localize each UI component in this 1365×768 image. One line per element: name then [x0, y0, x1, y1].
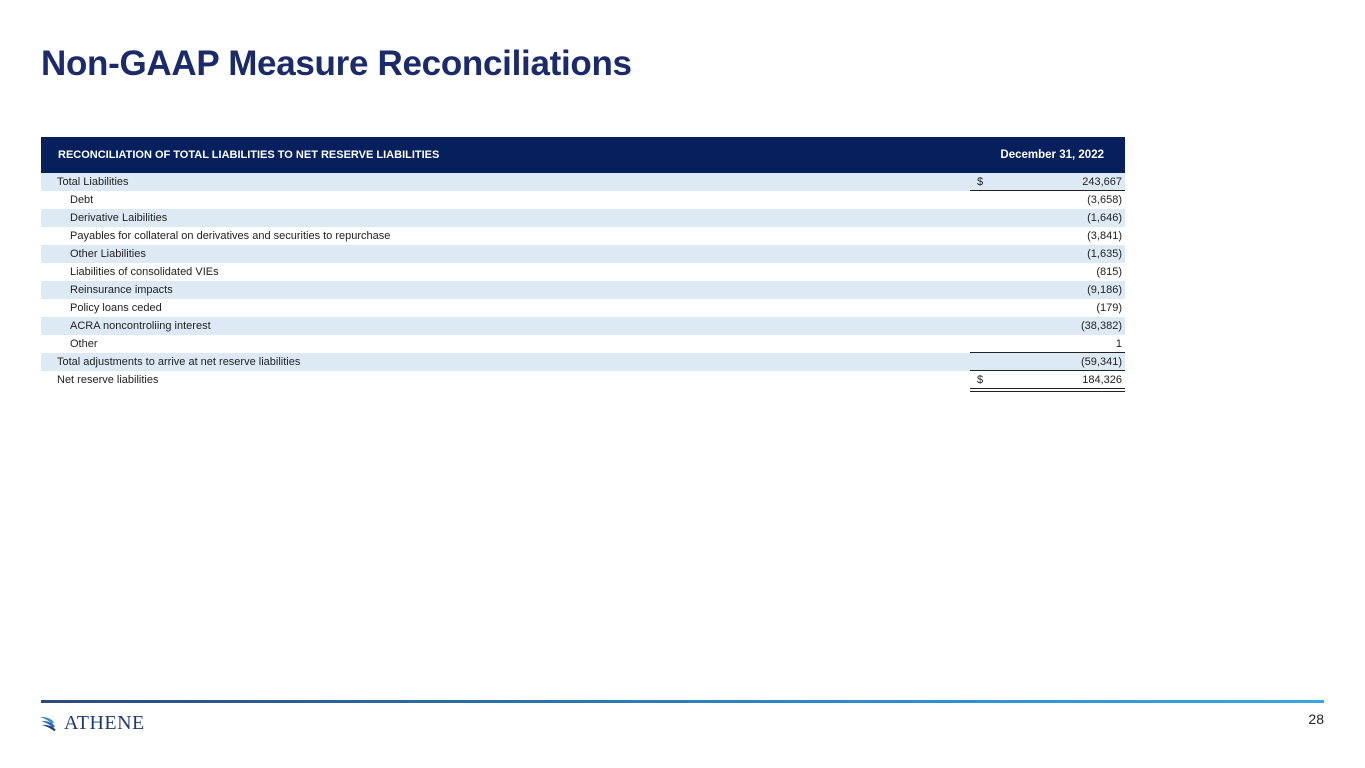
row-label: Total adjustments to arrive at net reserve liabilities — [57, 356, 301, 368]
reconciliation-table — [41, 137, 1125, 389]
row-value: (1,646) — [1087, 212, 1122, 224]
row-label: Total Liabilities — [57, 176, 129, 188]
table-row — [41, 227, 1125, 245]
row-label: Other Liabilities — [70, 248, 146, 260]
row-label: Derivative Laibilities — [70, 212, 168, 224]
currency-symbol: $ — [977, 176, 984, 188]
table-row — [41, 353, 1125, 371]
row-value: (3,658) — [1087, 194, 1122, 206]
double-underline — [970, 388, 1125, 392]
athene-logo — [40, 712, 145, 734]
row-label: Other — [70, 338, 98, 350]
row-value: 243,667 — [1082, 176, 1122, 188]
footer-divider — [41, 700, 1324, 703]
row-value: (38,382) — [1081, 320, 1122, 332]
athene-swoosh-icon — [40, 715, 62, 731]
table-row — [41, 299, 1125, 317]
table-row — [41, 209, 1125, 227]
table-header — [41, 137, 1125, 173]
row-value: (179) — [1096, 302, 1122, 314]
row-value: (1,635) — [1087, 248, 1122, 260]
row-value: 184,326 — [1082, 374, 1122, 386]
row-value: (3,841) — [1087, 230, 1122, 242]
table-row — [41, 245, 1125, 263]
currency-symbol: $ — [977, 374, 984, 386]
row-value: (9,186) — [1087, 284, 1122, 296]
row-label: ACRA noncontroliing interest — [70, 320, 211, 332]
table-row — [41, 191, 1125, 209]
row-label: Net reserve liabilities — [57, 374, 159, 386]
logo-wordmark: ATHENE — [64, 711, 145, 734]
table-row — [41, 335, 1125, 353]
table-row — [41, 263, 1125, 281]
table-row — [41, 281, 1125, 299]
row-label: Liabilities of consolidated VIEs — [70, 266, 219, 278]
table-header-title: RECONCILIATION OF TOTAL LIABILITIES TO NET RESERVE LIABILITIES — [58, 149, 440, 161]
row-value: 1 — [1115, 338, 1122, 350]
row-label: Reinsurance impacts — [70, 284, 173, 296]
row-value: (815) — [1096, 266, 1122, 278]
page-title: Non-GAAP Measure Reconciliations — [41, 44, 632, 83]
row-value: (59,341) — [1081, 356, 1122, 368]
page-number: 28 — [1308, 711, 1324, 727]
row-label: Payables for collateral on derivatives and securities to repurchase — [70, 230, 391, 242]
table-row — [41, 371, 1125, 389]
table-row — [41, 173, 1125, 191]
table-header-date: December 31, 2022 — [1000, 149, 1104, 161]
row-label: Debt — [70, 194, 94, 206]
row-label: Policy loans ceded — [70, 302, 162, 314]
table-row — [41, 317, 1125, 335]
